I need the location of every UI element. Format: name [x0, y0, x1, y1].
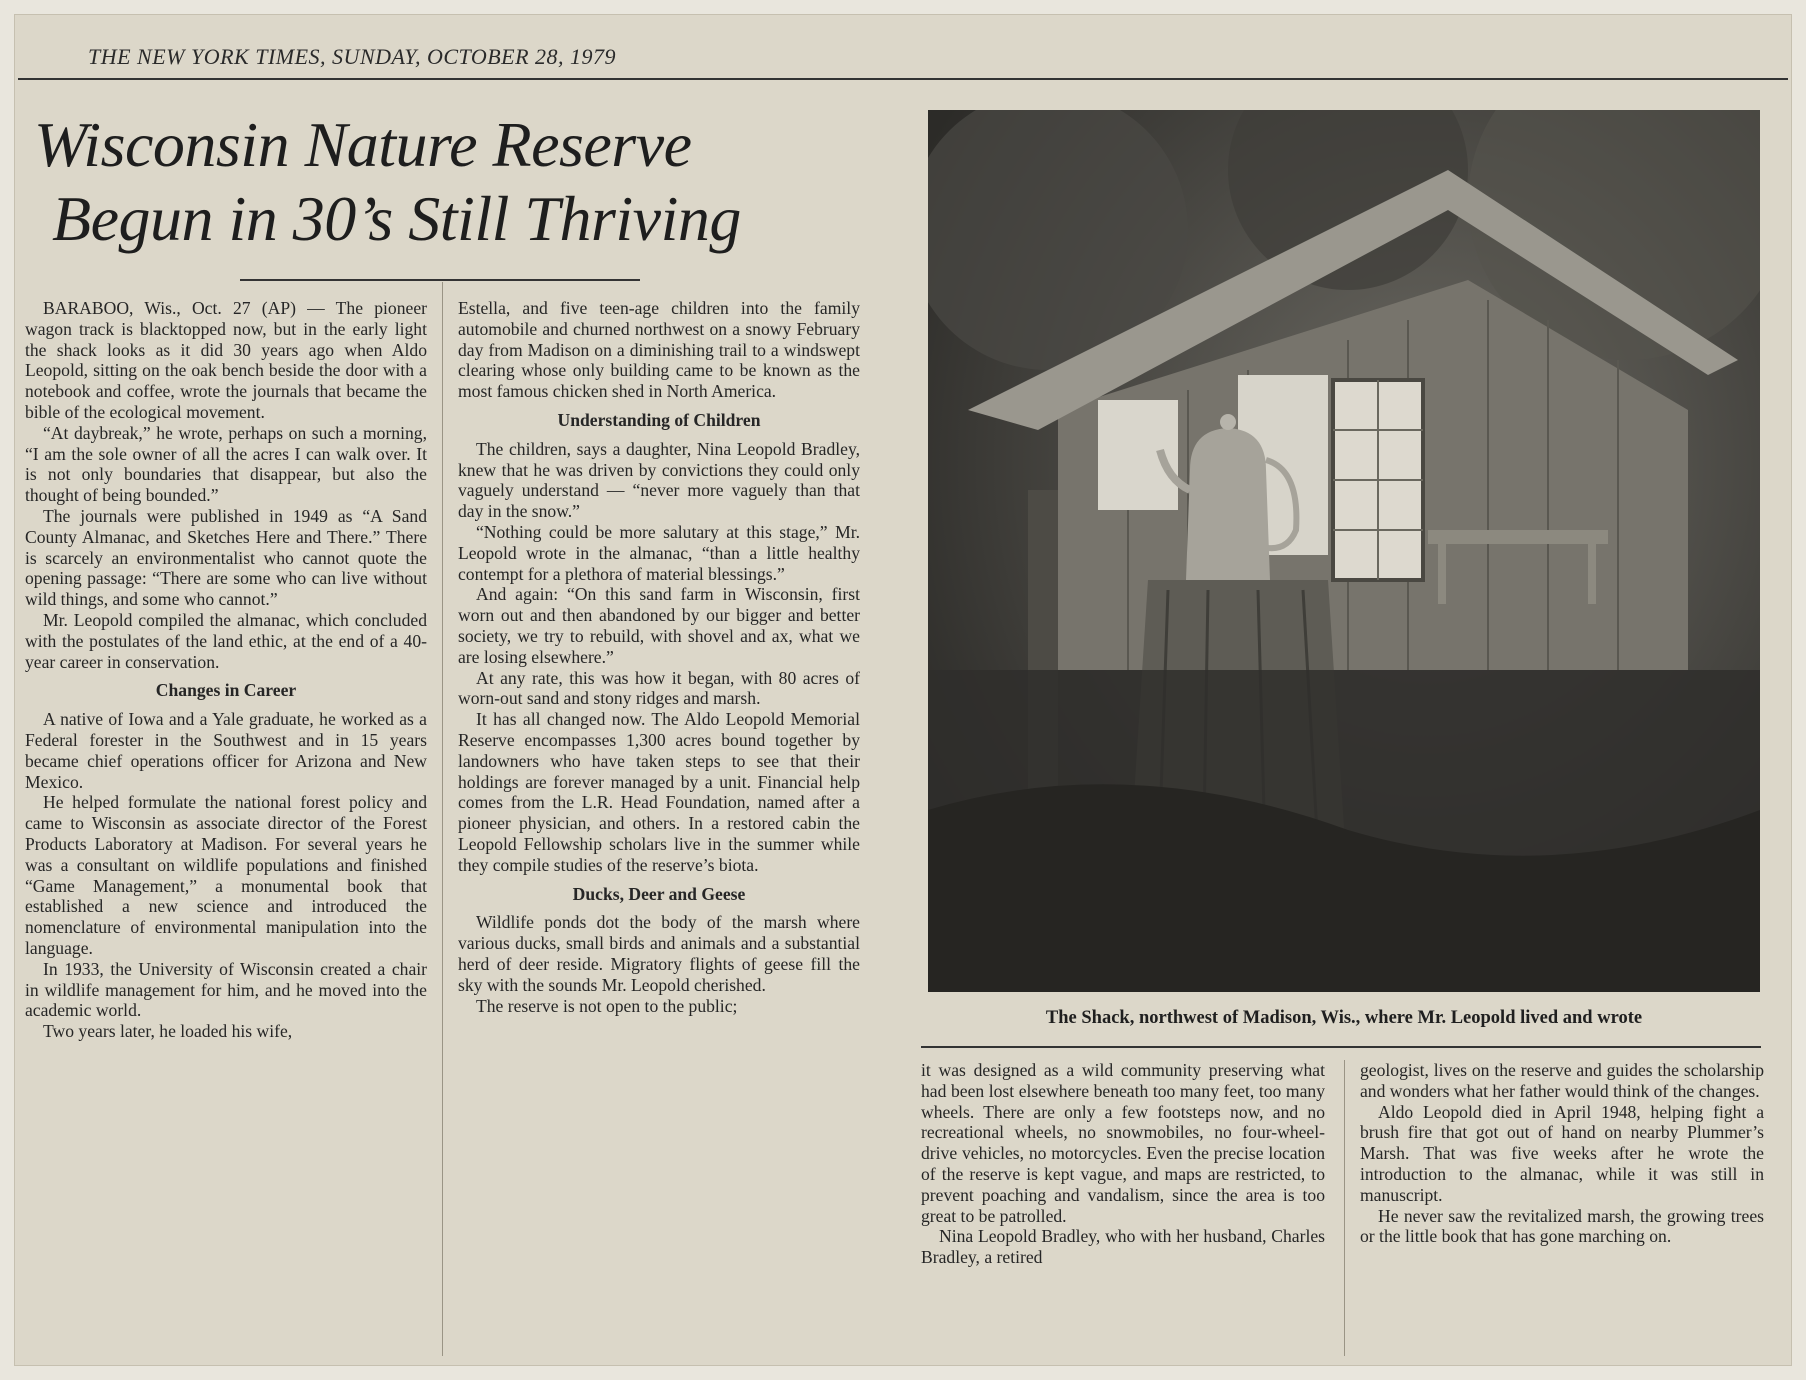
photo-caption: The Shack, northwest of Madison, Wis., where Mr. Leopold lived and wrote: [1045, 1008, 1643, 1028]
paragraph: He never saw the revitalized marsh, the growing trees or the little book that has gone marching on.: [1360, 1205, 1764, 1247]
headline-line-2: Begun in 30’s Still Thriving: [52, 183, 741, 254]
paragraph: The children, says a daughter, Nina Leopold Bradley, knew that he was driven by convictions they could only vaguely understand — “never more vaguely than that day in the snow.”: [458, 438, 860, 522]
paragraph: geologist, lives on the reserve and guides the scholarship and wonders what her father would think of the changes.: [1360, 1060, 1764, 1101]
paragraph: He helped formulate the national forest policy and came to Wisconsin as associate director of the Forest Products Laboratory at Madison. For several years he was a consultant on wildlife populations and finished “Game Management,” a monumental book that established a new science and introduced the nomenclature of environmental manipulation into the language.: [25, 792, 427, 958]
shack-photo-illustration: [928, 110, 1760, 992]
paragraph: Wildlife ponds dot the body of the marsh where various ducks, small birds and animals and a substantial herd of deer reside. Migratory flights of geese fill the sky with the sounds Mr. Leopold cherished.: [458, 912, 860, 995]
paragraph: “Nothing could be more salutary at this stage,” Mr. Leopold wrote in the almanac, “than a little healthy contempt for a plethora of material blessings.”: [458, 521, 860, 584]
paragraph: It has all changed now. The Aldo Leopold Memorial Reserve encompasses 1,300 acres bound together by landowners who have taken steps to see that their holdings are forever managed by a unit. Financial help comes from the L.R. Head Foundation, named after a pioneer physician, and others. In a restored cabin the Leopold Fellowship scholars live in the summer while they compile studies of the reserve’s biota.: [458, 709, 860, 875]
subheading: Ducks, Deer and Geese: [572, 883, 746, 904]
photo-bottom-rule: [921, 1046, 1761, 1048]
subheading: Changes in Career: [155, 680, 297, 701]
article-column-2: [458, 298, 860, 1016]
masthead-dateline: THE NEW YORK TIMES, SUNDAY, OCTOBER 28, 1979: [88, 44, 617, 69]
article-column-4: [1360, 1060, 1764, 1247]
paragraph: Aldo Leopold died in April 1948, helping fight a brush fire that got out of hand on nearby Plummer’s Marsh. That was five weeks after he wrote the introduction to the almanac, while it was still in manuscript.: [1360, 1101, 1764, 1205]
paragraph: Mr. Leopold compiled the almanac, which concluded with the postulates of the land ethic, at the end of a 40-year career in conservation.: [25, 609, 427, 672]
paragraph: A native of Iowa and a Yale graduate, he worked as a Federal forester in the Southwest and in 15 years became chief operations officer for Arizona and New Mexico.: [25, 709, 427, 792]
column-divider: [442, 282, 443, 1356]
paragraph: The journals were published in 1949 as “A Sand County Almanac, and Sketches Here and There.” There is scarcely an environmentalist who cannot quote the opening passage: “There are some who can live without wild things, and some who cannot.”: [25, 505, 427, 610]
headline: [34, 108, 894, 256]
column-divider: [1344, 1060, 1345, 1356]
paragraph: Estella, and five teen-age children into the family automobile and churned northwest on a snowy February day from Madison on a diminishing trail to a windswept clearing whose only building came to be known as the most famous chicken shed in North America.: [458, 298, 860, 402]
paragraph: The reserve is not open to the public;: [476, 995, 738, 1016]
paragraph: BARABOO, Wis., Oct. 27 (AP) — The pioneer wagon track is blacktopped now, but in the early light the shack looks as it did 30 years ago when Aldo Leopold, sitting on the oak bench beside the door with a notebook and coffee, wrote the journals that became the bible of the ecological movement.: [25, 298, 427, 422]
article-column-3: [921, 1060, 1325, 1268]
paragraph: “At daybreak,” he wrote, perhaps on such a morning, “I am the sole owner of all the acres I can walk over. It is not only boundaries that disappear, but also the thought of being bounded.”: [25, 422, 427, 506]
paragraph: In 1933, the University of Wisconsin created a chair in wildlife management for him, and he moved into the academic world.: [25, 958, 427, 1021]
headline-line-1: Wisconsin Nature Reserve: [34, 109, 692, 180]
headline-rule: [240, 279, 640, 281]
subheading: Understanding of Children: [557, 409, 761, 430]
paragraph: Nina Leopold Bradley, who with her husband, Charles Bradley, a retired: [921, 1226, 1325, 1268]
paragraph: At any rate, this was how it began, with 80 acres of worn-out sand and stony ridges and marsh.: [458, 667, 860, 709]
article-column-1: [25, 298, 427, 1042]
paragraph: Two years later, he loaded his wife,: [43, 1021, 293, 1042]
paragraph: And again: “On this sand farm in Wisconsin, first worn out and then abandoned by our bigger and better society, we try to rebuild, with shovel and ax, what we are losing elsewhere.”: [458, 584, 860, 667]
paragraph: it was designed as a wild community preserving what had been lost elsewhere beneath too many feet, too many wheels. There are only a few footsteps now, and no recreational wheels, no snowmobiles, no four-wheel-drive vehicles, no motorcycles. Even the precise location of the reserve is kept vague, and maps are restricted, to prevent poaching and vandalism, since the area is too great to be patrolled.: [921, 1060, 1325, 1226]
masthead-rule: [18, 78, 1788, 80]
shack-photo: [928, 110, 1760, 992]
